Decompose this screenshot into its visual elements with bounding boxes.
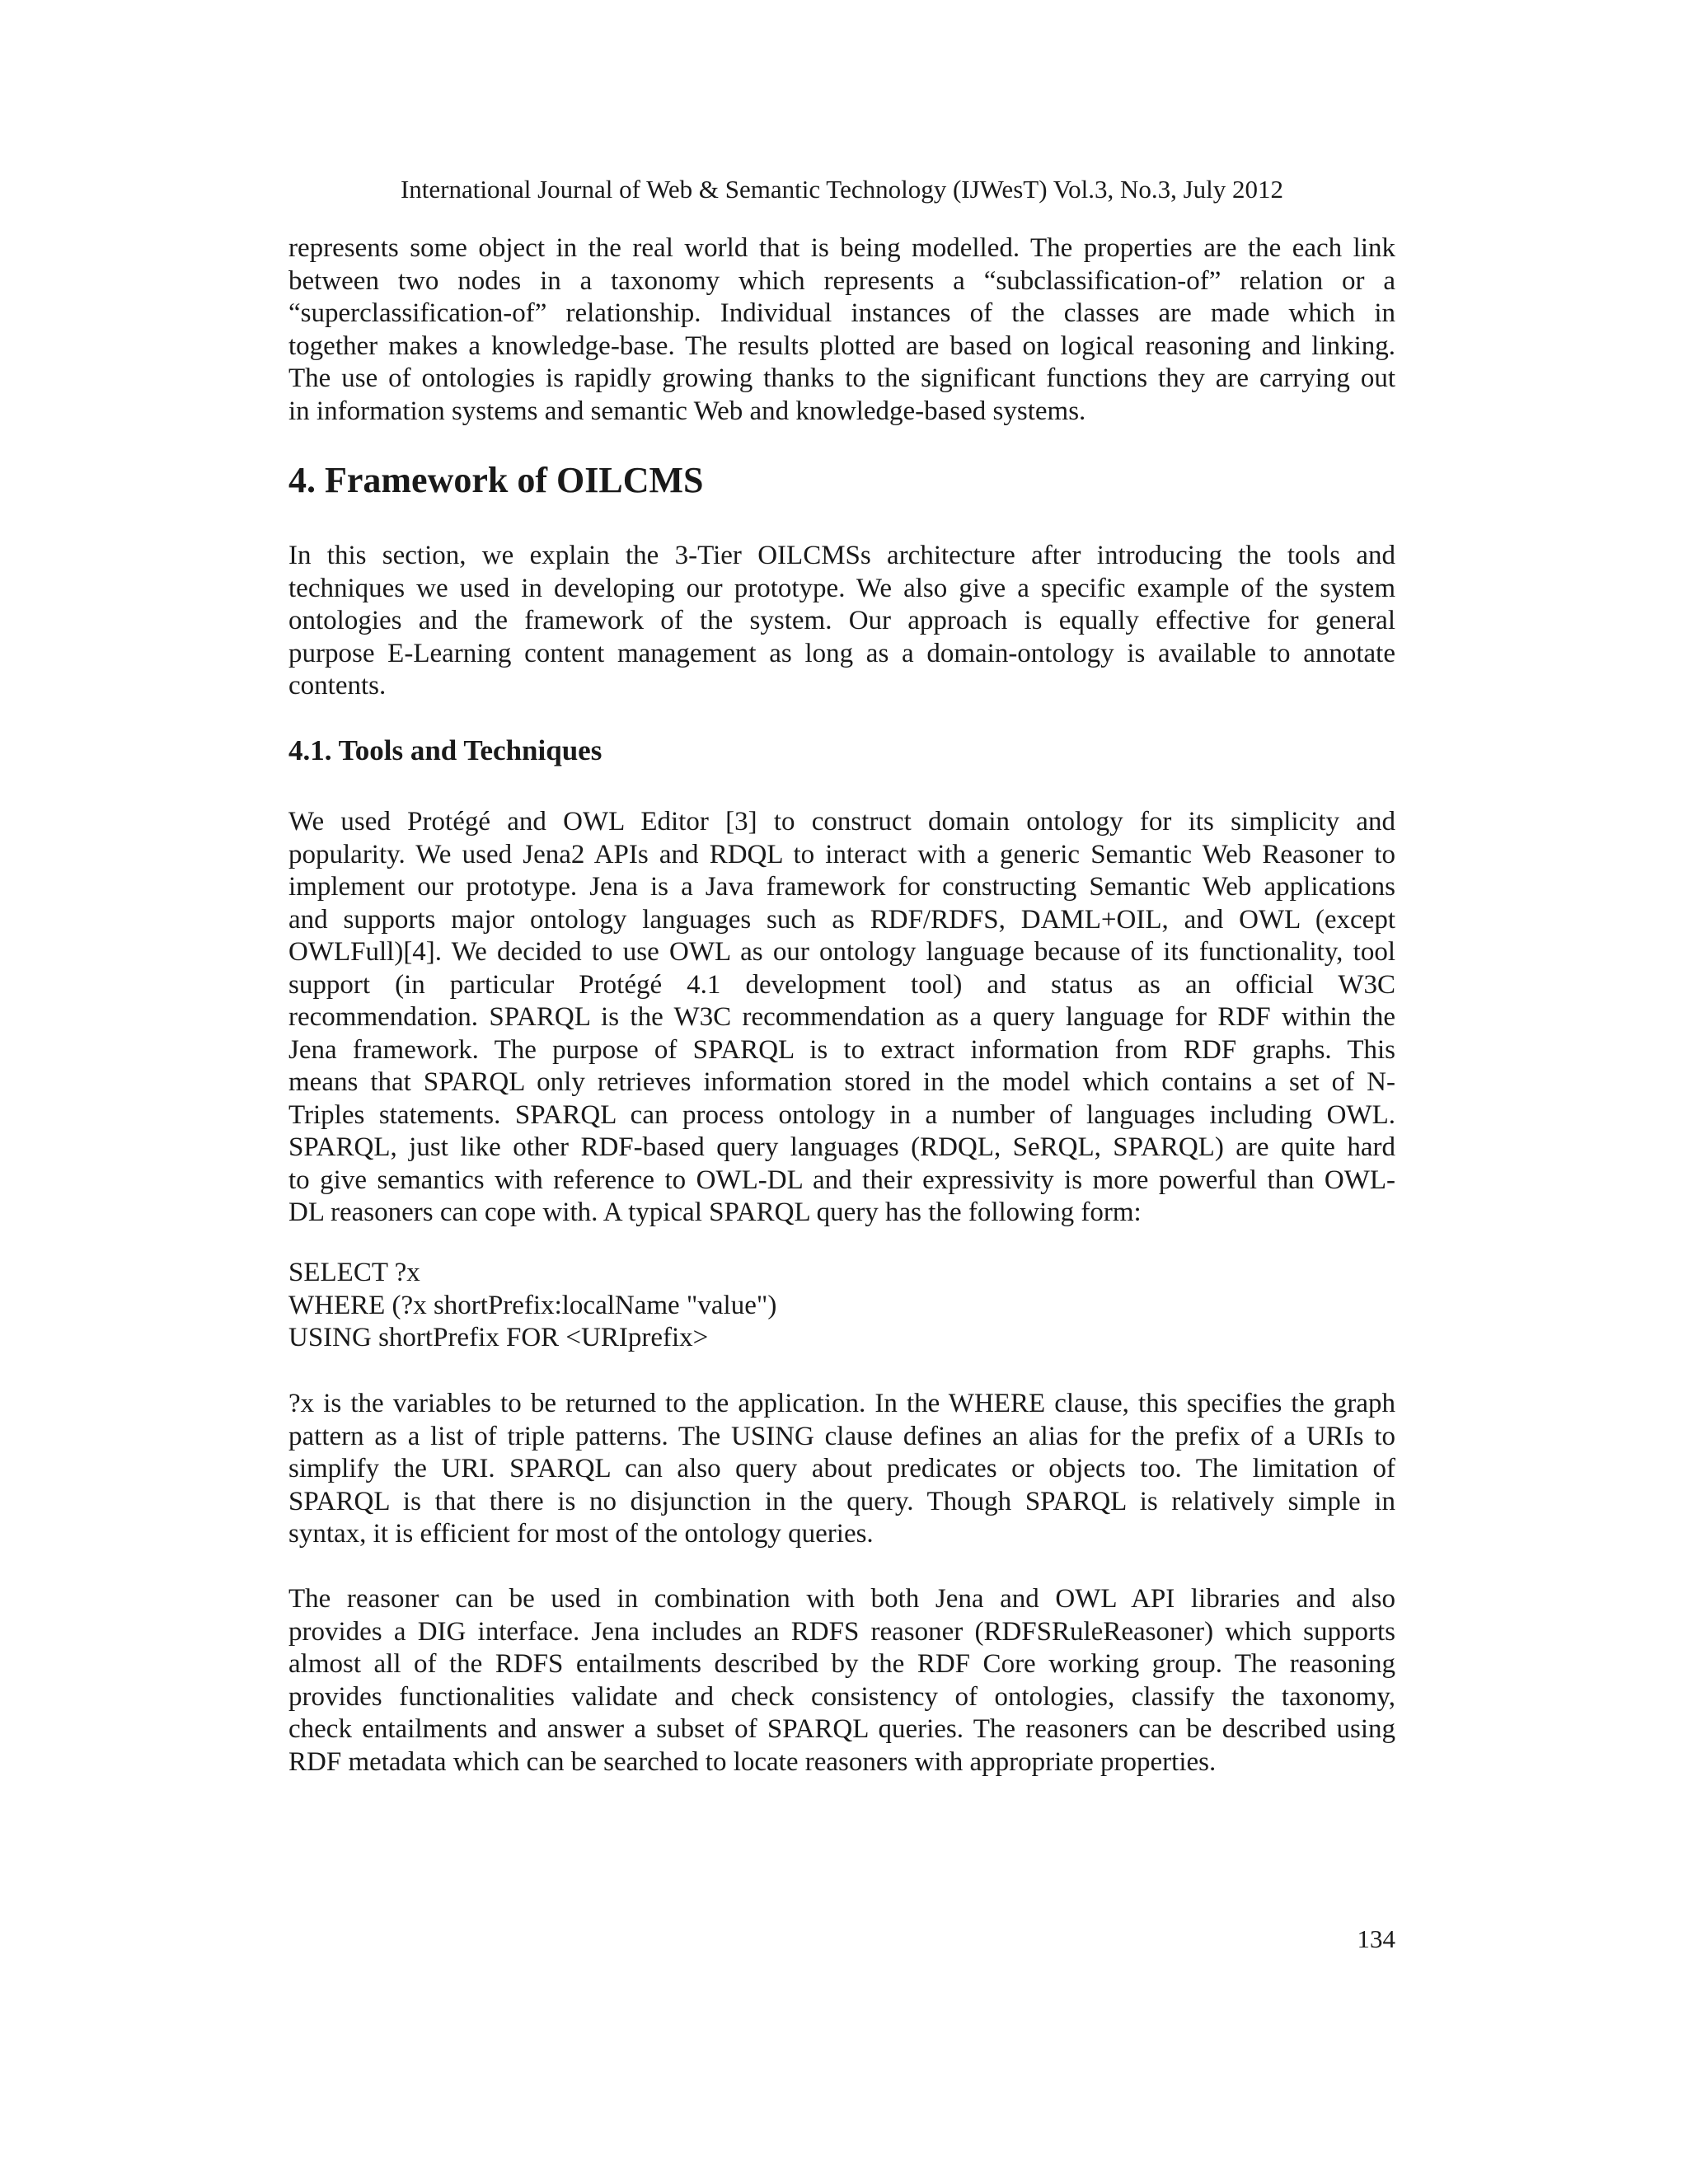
section-paragraph [288,540,1395,703]
text-line: between two nodes in a taxonomy which represents a “subclassification-of” relation or a [288,265,1395,296]
text-line: simplify the URI. SPARQL can also query about predicates or objects too. The limitation of [288,1454,1395,1483]
intro-paragraph [288,232,1395,428]
text-line: check entailments and answer a subset of SPARQL queries. The reasoners can be described using [288,1714,1395,1744]
text-line: implement our prototype. Jena is a Java framework for constructing Semantic Web applications [288,872,1395,902]
text-line: The use of ontologies is rapidly growing thanks to the significant functions they are carrying out [288,363,1395,393]
text-line: ?x is the variables to be returned to the application. In the WHERE clause, this specifies the graph [288,1389,1395,1418]
text-line: DL reasoners can cope with. A typical SPARQL query has the following form: [288,1197,1142,1227]
text-line: provides functionalities validate and check consistency of ontologies, classify the taxonomy, [288,1681,1395,1712]
text-line: provides a DIG interface. Jena includes an RDFS reasoner (RDFSRuleReasoner) which supports [288,1616,1395,1647]
text-line: almost all of the RDFS entailments described by the RDF Core working group. The reasoning [288,1649,1395,1679]
tools-paragraph [288,806,1395,1230]
text-line: together makes a knowledge-base. The results plotted are based on logical reasoning and linking. [288,330,1395,361]
paper-page [288,0,1395,2184]
text-line: to give semantics with reference to OWL-DL and their expressivity is more powerful than OWL- [288,1165,1395,1195]
text-line: contents. [288,671,387,701]
text-line: OWLFull)[4]. We decided to use OWL as our ontology language because of its functionality, tool [288,937,1395,967]
subsection-heading: 4.1. Tools and Techniques [288,734,603,766]
text-line: RDF metadata which can be searched to locate reasoners with appropriate properties. [288,1746,1217,1777]
text-line: techniques we used in developing our prototype. We also give a specific example of the system [288,573,1395,603]
text-line: SPARQL is that there is no disjunction in the query. Though SPARQL is relatively simple in [288,1486,1395,1516]
text-line: Triples statements. SPARQL can process ontology in a number of languages including OWL. [288,1099,1395,1130]
running-header: International Journal of Web & Semantic Technology (IJWesT) Vol.3, No.3, July 2012 [400,175,1284,204]
text-line: represents some object in the real world that is being modelled. The properties are the each link [288,233,1395,263]
text-line: popularity. We used Jena2 APIs and RDQL to interact with a generic Semantic Web Reasoner to [288,839,1395,869]
text-line: SPARQL, just like other RDF-based query languages (RDQL, SeRQL, SPARQL) are quite hard [288,1132,1395,1162]
query-line: WHERE (?x shortPrefix:localName "value") [288,1290,777,1320]
section-heading: 4. Framework of OILCMS [288,460,704,500]
text-line: recommendation. SPARQL is the W3C recommendation as a query language for RDF within the [288,1002,1395,1032]
query-line: USING shortPrefix FOR <URIprefix> [288,1323,709,1352]
text-line: in information systems and semantic Web and knowledge-based systems. [288,396,1086,426]
sparql-query-example [288,1257,776,1355]
text-line: syntax, it is efficient for most of the ontology queries. [288,1519,874,1549]
text-line: Jena framework. The purpose of SPARQL is to extract information from RDF graphs. This [288,1034,1395,1065]
text-line: and supports major ontology languages such as RDF/RDFS, DAML+OIL, and OWL (except [288,904,1395,935]
query-explanation-paragraph [288,1388,1395,1551]
text-line: “superclassification-of” relationship. Individual instances of the classes are made which in [288,298,1395,328]
text-line: The reasoner can be used in combination with both Jena and OWL API libraries and also [288,1584,1395,1614]
text-line: ontologies and the framework of the system. Our approach is equally effective for general [288,606,1395,635]
text-line: means that SPARQL only retrieves information stored in the model which contains a set of N- [288,1067,1395,1097]
text-line: We used Protégé and OWL Editor [3] to construct domain ontology for its simplicity and [288,807,1395,837]
reasoner-paragraph [288,1583,1395,1779]
text-line: In this section, we explain the 3-Tier OILCMSs architecture after introducing the tools and [288,541,1395,570]
text-line: support (in particular Protégé 4.1 development tool) and status as an official W3C [288,969,1395,1000]
text-line: purpose E-Learning content management as long as a domain-ontology is available to annotate [288,638,1395,668]
text-line: pattern as a list of triple patterns. The USING clause defines an alias for the prefix of a URIs to [288,1421,1395,1451]
query-line: SELECT ?x [288,1258,420,1287]
page-number: 134 [1357,1924,1395,1953]
